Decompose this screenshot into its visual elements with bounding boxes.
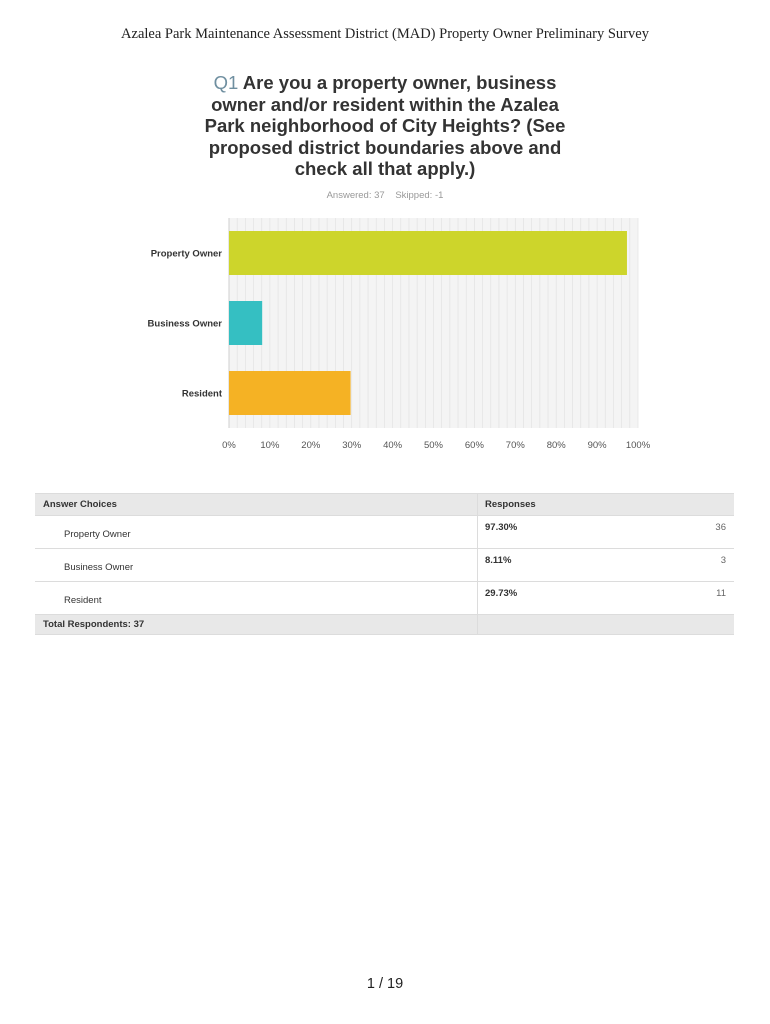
choice-cell: Resident: [35, 582, 478, 615]
question-text: Are you a property owner, business owner and/or resident within the Azalea Park neighborhood of City Heights? (See proposed district boundaries above and check all that apply.): [204, 72, 566, 179]
x-tick-label: 40%: [383, 440, 403, 451]
total-empty-cell: [478, 615, 735, 635]
count-cell: 11: [652, 582, 734, 615]
x-tick-label: 60%: [464, 440, 484, 451]
header-responses: Responses: [478, 494, 735, 516]
x-tick-label: 50%: [423, 440, 444, 451]
header-answer-choices: Answer Choices: [35, 494, 478, 516]
x-tick-label: 80%: [546, 440, 566, 451]
skipped-count: Skipped: -1: [395, 190, 444, 201]
total-respondents: Total Respondents: 37: [35, 615, 478, 635]
percent-cell: 8.11%: [478, 549, 653, 582]
bar-resident: [229, 371, 351, 415]
x-tick-label: 30%: [342, 440, 362, 451]
category-label: Business Owner: [147, 318, 222, 330]
table-row: [35, 516, 734, 549]
table-header-row: [35, 494, 734, 516]
bar-business-owner: [229, 301, 262, 345]
x-tick-label: 10%: [260, 440, 280, 451]
category-label: Property Owner: [150, 248, 222, 260]
x-tick-label: 20%: [301, 440, 321, 451]
x-tick-label: 0%: [222, 440, 236, 451]
x-tick-label: 70%: [505, 440, 525, 451]
total-row: [35, 615, 734, 635]
percent-cell: 97.30%: [478, 516, 653, 549]
percent-cell: 29.73%: [478, 582, 653, 615]
question-number: Q1: [213, 72, 239, 93]
x-tick-label: 100%: [625, 440, 651, 451]
responses-table: [35, 493, 734, 635]
table-row: [35, 582, 734, 615]
choice-cell: Business Owner: [35, 549, 478, 582]
count-cell: 3: [652, 549, 734, 582]
answered-count: Answered: 37: [326, 190, 385, 201]
choice-cell: Property Owner: [35, 516, 478, 549]
bar-chart: [0, 0, 770, 470]
document-header: Azalea Park Maintenance Assessment District (MAD) Property Owner Preliminary Survey: [121, 26, 649, 42]
category-label: Resident: [181, 388, 222, 400]
count-cell: 36: [652, 516, 734, 549]
page-number: 1 / 19: [366, 976, 404, 992]
x-tick-label: 90%: [587, 440, 607, 451]
table-row: [35, 549, 734, 582]
bar-property-owner: [229, 231, 627, 275]
